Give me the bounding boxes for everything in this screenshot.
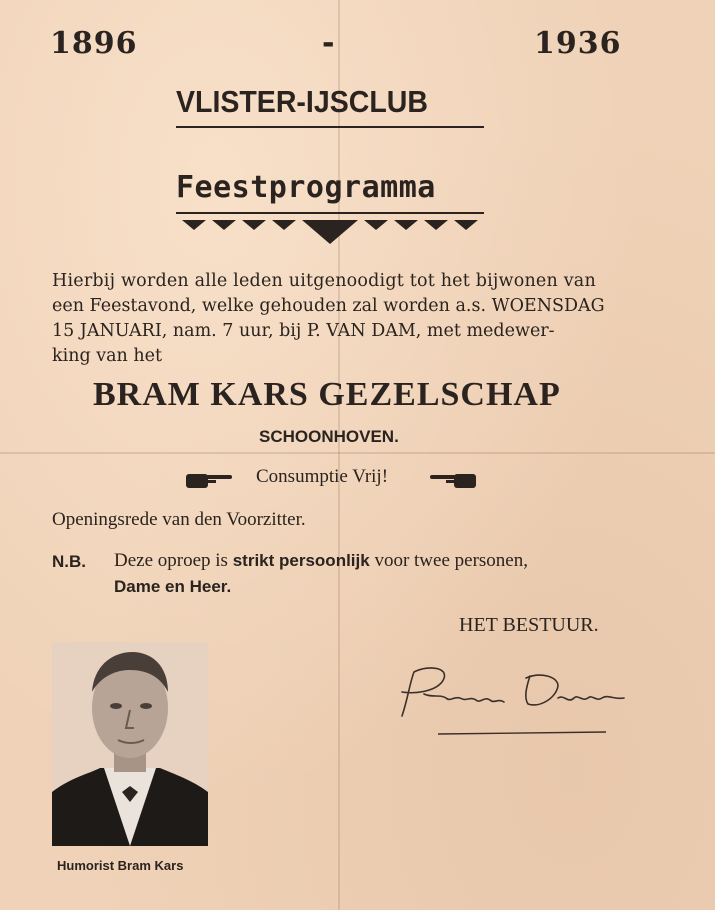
handwritten-signature	[380, 658, 630, 743]
year-start: 1896	[50, 26, 138, 61]
notice-couple: Dame en Heer.	[114, 577, 232, 596]
fold-line-vertical	[338, 0, 340, 910]
board-signoff: HET BESTUUR.	[459, 614, 599, 636]
troupe-name: BRAM KARS GEZELSCHAP	[93, 376, 561, 413]
year-separator: -	[322, 26, 335, 61]
club-name: VLISTER-IJSCLUB	[176, 84, 428, 119]
invitation-line-1: Hierbij worden alle leden uitgenoodigt tot het bijwonen van	[52, 271, 596, 291]
invitation-line-3: 15 JANUARI, nam. 7 uur, bij P. VAN DAM, met medewer-	[52, 321, 555, 341]
troupe-city: SCHOONHOVEN.	[259, 427, 399, 446]
club-underline	[176, 126, 484, 128]
photo-caption: Humorist Bram Kars	[57, 858, 184, 873]
fold-line-horizontal	[0, 452, 715, 454]
portrait-photo	[52, 642, 208, 846]
notice-text	[114, 550, 528, 572]
consumption-note: Consumptie Vrij!	[256, 466, 389, 487]
notice-text-before: Deze oproep is	[114, 550, 228, 571]
invitation-line-4: king van het	[52, 346, 163, 366]
pointing-hand-right-icon	[186, 470, 234, 490]
year-end: 1936	[534, 26, 622, 61]
decorative-ornament	[176, 214, 484, 246]
opening-speech: Openingsrede van den Voorzitter.	[52, 509, 306, 530]
pointing-hand-left-icon	[428, 470, 476, 490]
invitation-line-2: een Feestavond, welke gehouden zal worden a.s. WOENSDAG	[52, 296, 605, 316]
program-title: Feestprogramma	[176, 170, 436, 205]
notice-label: N.B.	[52, 552, 86, 571]
notice-text-bold: strikt persoonlijk	[232, 551, 370, 570]
notice-text-after: voor twee personen,	[374, 550, 528, 571]
